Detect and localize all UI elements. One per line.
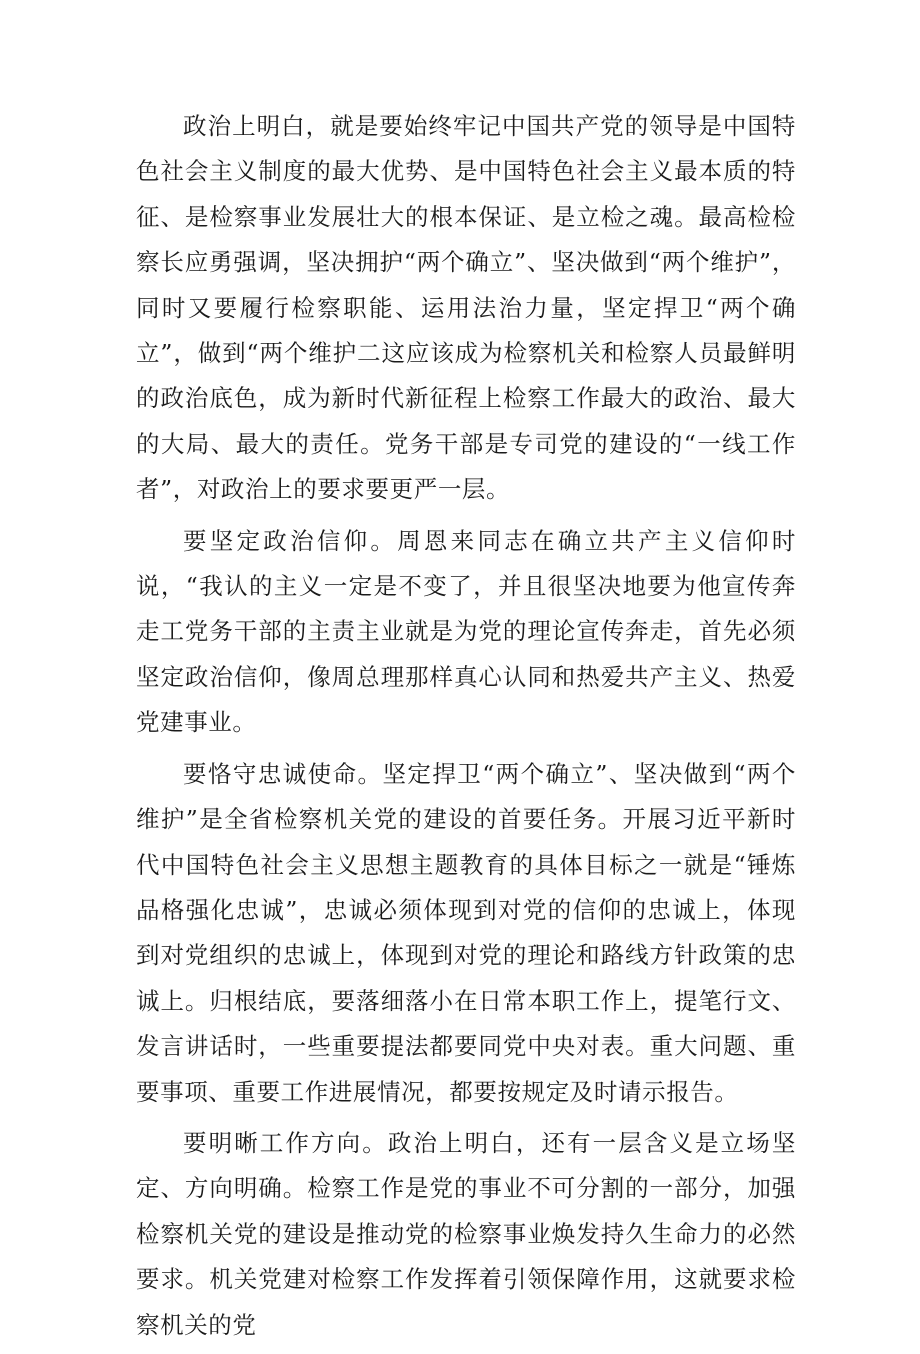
paragraph-work-direction: 要明晰工作方向。政治上明白，还有一层含义是立场坚定、方向明确。检察工作是党的事业不可分割的一部分，加强检察机关党的建设是推动党的检察事业焕发持久生命力的必然要求。机关党建对检察工作发挥着引领保障作用，这就要求检察机关的党	[136, 1128, 796, 1339]
paragraph-political-clarity: 政治上明白，就是要始终牢记中国共产党的领导是中国特色社会主义制度的最大优势、是中国特色社会主义最本质的特征、是检察事业发展壮大的根本保证、是立检之魂。最高检检察长应勇强调，坚决拥护“两个确立”、坚决做到“两个维护”，同时又要履行检察职能、运用法治力量，坚定捍卫“两个确立”，做到“两个维护二这应该成为检察机关和检察人员最鲜明的政治底色，成为新时代新征程上检察工作最大的政治、最大的大局、最大的责任。党务干部是专司党的建设的“一线工作者”，对政治上的要求要更严一层。	[136, 112, 796, 504]
document-body	[136, 104, 796, 1354]
paragraph-loyalty-mission: 要恪守忠诚使命。坚定捍卫“两个确立”、坚决做到“两个维护”是全省检察机关党的建设的首要任务。开展习近平新时代中国特色社会主义思想主题教育的具体目标之一就是“锤炼品格强化忠诚”，忠诚必须体现到对党的信仰的忠诚上，体现到对党组织的忠诚上，体现到对党的理论和路线方针政策的忠诚上。归根结底，要落细落小在日常本职工作上，提笔行文、发言讲话时，一些重要提法都要同党中央对表。重大问题、重要事项、重要工作进展情况，都要按规定及时请示报告。	[136, 759, 796, 1106]
paragraph-political-belief: 要坚定政治信仰。周恩来同志在确立共产主义信仰时说，“我认的主义一定是不变了，并且很坚决地要为他宣传奔走工党务干部的主责主业就是为党的理论宣传奔走，首先必须坚定政治信仰，像周总理那样真心认同和热爱共产主义、热爱党建事业。	[136, 526, 796, 737]
